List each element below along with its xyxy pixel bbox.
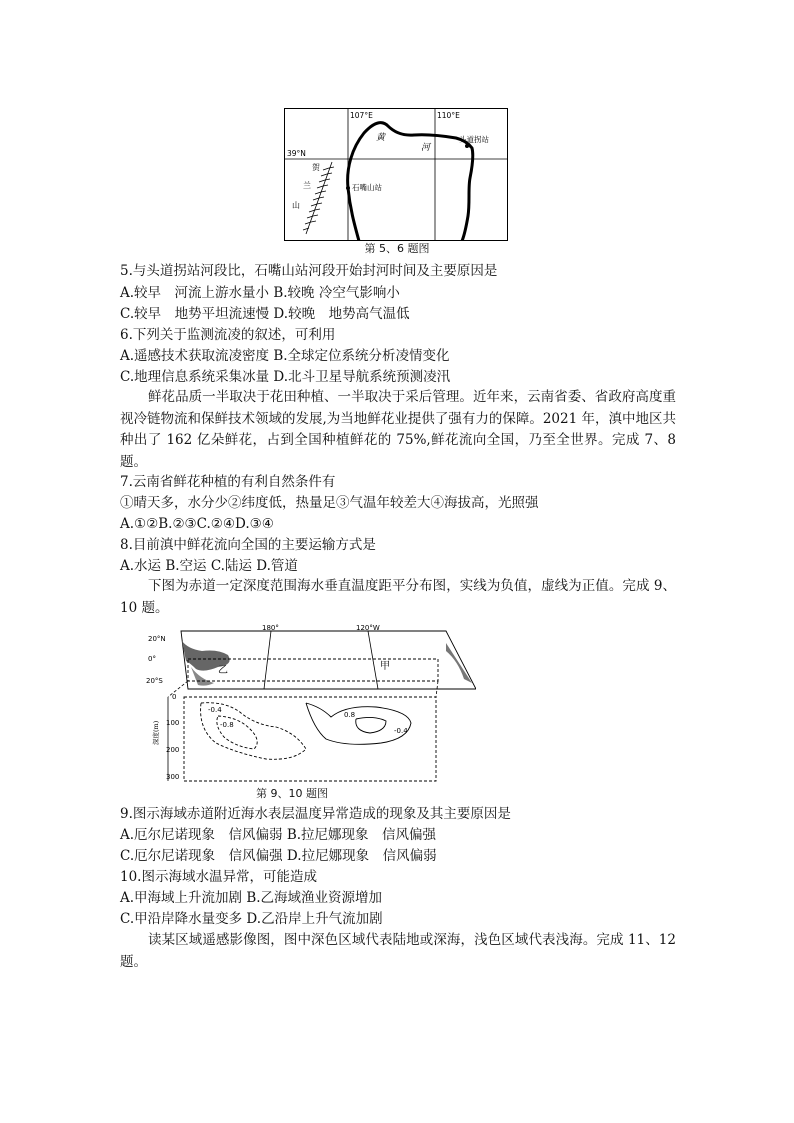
contour-label-3: 0.8 bbox=[344, 711, 356, 719]
q9-stem: 9.图示海域赤道附近海水表层温度异常造成的现象及其主要原因是 bbox=[120, 806, 511, 822]
lon-107-label: 107°E bbox=[350, 111, 373, 120]
lat-39-label: 39°N bbox=[287, 149, 306, 158]
q5-stem: 5.与头道拐站河段比，石嘴山站河段开始封河时间及主要原因是 bbox=[120, 263, 498, 279]
map-frame bbox=[285, 109, 508, 241]
flower-passage: 鲜花品质一半取决于花田种植、一半取决于采后管理。近年来，云南省委、省政府高度重视冷链物流和保鲜技术领域的发展,为当地鲜花业提供了强有力的保障。2021 年，滇中地区共种出了 162 亿朵鲜花，占到全国种植鲜花的 75%,鲜花流向全国，乃至全世界。完成 7、8 题。 bbox=[120, 389, 676, 470]
river-label-2: 河 bbox=[421, 143, 431, 153]
contour-label-2: -0.8 bbox=[220, 721, 234, 729]
shizuishan-station-marker bbox=[346, 186, 350, 190]
toudaoguai-label: 头道拐站 bbox=[459, 135, 489, 144]
helan-char-3: 山 bbox=[292, 201, 300, 210]
q6-stem: 6.下列关于监测流凌的叙述，可利用 bbox=[120, 327, 336, 343]
ocean-passage: 下图为赤道一定深度范围海水垂直温度距平分布图，实线为负值，虚线为正值。完成 9、10 题。 bbox=[120, 578, 676, 616]
contour-label-4: -0.4 bbox=[394, 727, 408, 735]
q7-options: A.①②B.②③C.②④D.③④ bbox=[120, 516, 274, 532]
depth-0-label: 0 bbox=[172, 693, 177, 701]
lat-20s-label: 20°S bbox=[146, 677, 163, 685]
depth-300-label: 300 bbox=[166, 773, 180, 781]
figure-caption-9-10: 第 9、10 题图 bbox=[256, 787, 328, 800]
q6-options-cd: C.地理信息系统采集冰量 D.北斗卫星导航系统预测凌汛 bbox=[120, 369, 451, 385]
q10-stem: 10.图示海域水温异常，可能造成 bbox=[120, 869, 317, 885]
q7-items: ①晴天多，水分少②纬度低，热量足③气温年较差大④海拔高，光照强 bbox=[120, 495, 539, 511]
shizuishan-label: 石嘴山站 bbox=[352, 183, 382, 192]
q8-options: A.水运 B.空运 C.陆运 D.管道 bbox=[120, 558, 298, 574]
depth-axis-label: 深度(m) bbox=[152, 720, 160, 745]
ocean-temperature-anomaly-figure bbox=[146, 621, 476, 787]
depth-200-label: 200 bbox=[166, 746, 180, 754]
helan-char-2: 兰 bbox=[303, 181, 311, 190]
q5-options-ab: A.较早 河流上游水量小 B.较晚 冷空气影响小 bbox=[120, 285, 400, 301]
q8-stem: 8.目前滇中鲜花流向全国的主要运输方式是 bbox=[120, 537, 376, 553]
q6-options-ab: A.遥感技术获取流凌密度 B.全球定位系统分析凌情变化 bbox=[120, 348, 450, 364]
q5-options-cd: C.较早 地势平坦流速慢 D.较晚 地势高气温低 bbox=[120, 306, 410, 322]
contour-label-1: -0.4 bbox=[208, 706, 222, 714]
figure-caption-5-6: 第 5、6 题图 bbox=[364, 242, 430, 255]
region-jia-label: 甲 bbox=[380, 661, 390, 672]
river-label-1: 黄 bbox=[376, 133, 386, 143]
remote-sensing-passage: 读某区域遥感影像图，图中深色区域代表陆地或深海，浅色区域代表浅海。完成 11、12 题。 bbox=[120, 932, 676, 970]
lat-0-label: 0° bbox=[148, 655, 156, 663]
region-yi-label: 乙 bbox=[218, 665, 228, 676]
yellow-river-map bbox=[284, 108, 508, 241]
depth-100-label: 100 bbox=[166, 719, 180, 727]
lat-20n-label: 20°N bbox=[148, 635, 166, 643]
q10-options-cd: C.甲沿岸降水量变多 D.乙沿岸上升气流加剧 bbox=[120, 911, 383, 927]
q7-stem: 7.云南省鲜花种植的有利自然条件有 bbox=[120, 474, 336, 490]
toudaoguai-station-marker bbox=[465, 144, 469, 148]
q9-options-ab: A.厄尔尼诺现象 信风偏弱 B.拉尼娜现象 信风偏强 bbox=[120, 827, 437, 843]
q9-options-cd: C.厄尔尼诺现象 信风偏强 D.拉尼娜现象 信风偏弱 bbox=[120, 848, 437, 864]
lon-120w-label: 120°W bbox=[356, 624, 380, 632]
vertical-section bbox=[184, 697, 436, 781]
helan-char-1: 贺 bbox=[312, 163, 320, 172]
q10-options-ab: A.甲海域上升流加剧 B.乙海域渔业资源增加 bbox=[120, 890, 383, 906]
lon-110-label: 110°E bbox=[437, 111, 460, 120]
lon-180-label: 180° bbox=[262, 624, 279, 632]
